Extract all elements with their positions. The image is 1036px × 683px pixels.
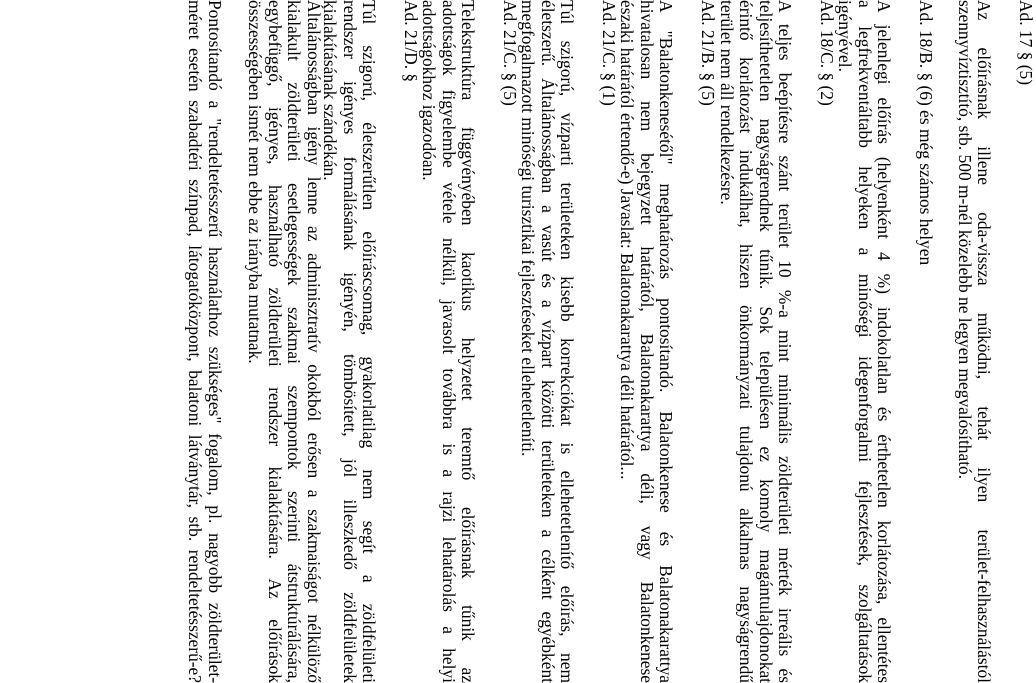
paragraph-line: megfogalmazott minőségi turisztikai fejlesztéseket ellehetetleníti. [518, 0, 539, 457]
section-heading: Ad. 21/C. § (1) [599, 0, 619, 106]
section-heading: Ad. 17 § (5) [1016, 0, 1036, 86]
paragraph-line: adottságokhoz igazodóan. [419, 0, 440, 181]
paragraph-line: Túl szigorú, életszerűtlen előíráscsomag, gyakorlatilag nem segít a zöldfelületi [359, 0, 380, 683]
section-ad21c1 [518, 0, 618, 683]
section-ad21c5 [419, 0, 519, 683]
paragraph-line: a legfrekventáltabb helyeken a minőségi idegenforgalmi fejlesztések, szolgáltatások [854, 0, 875, 683]
final-remark [185, 0, 224, 683]
paragraph-line: Túl szigorú, vízparti területeken kisebb korrekciókat is ellehetetlenítő előírás, nem [557, 0, 578, 683]
paragraph-line: kialakult zöldterületi esetlegességek szakmai szempontok szerinti átstruktúrálására, [284, 0, 305, 683]
paragraph-line: A teljes beépítésre szánt terület 10 %-a mint minimális zöldterületi mérték irreális és [775, 0, 796, 683]
section-heading: Ad. 18/B. § (6) és még számos helyen [916, 0, 936, 266]
paragraph-line: Az előírásnak illene oda-vissza működni, tehát ilyen terület-felhasználástól [974, 0, 995, 683]
general-remark [245, 0, 323, 683]
paragraph-line: méret esetén szabadtéri színpad, látogatóközpont, balatoni látványtár, stb. rendeltetésszerű-e? [185, 0, 206, 683]
paragraph-line: egybefüggő, igényes, használható zöldterületi rendszer kialakítására. Az előírások [264, 0, 285, 683]
paragraph-line: Telekstruktúra függvényében kaotikus helyzetet teremtő előírásnak tűnik az [458, 0, 479, 683]
paragraph-line: A jelenlegi előírás (helyenként 4 %) indokolatlan és érthetetlen korlátozása, ellentétes [874, 0, 895, 683]
paragraph-line: északi határától értendő-e) Javaslat: Balatonakarattya déli határától... [617, 0, 638, 480]
section-heading: Ad. 21/D. § [401, 0, 421, 83]
paragraph-line: hivatalosan nem bejegyzett határától, Balatonakarattya déli, vagy Balatonkenese [636, 0, 657, 683]
paragraph-line: igényével. [835, 0, 856, 72]
paragraph-line: A "Balatonkenesétől" meghatározás pontosítandó. Balatonkenese és Balatonakarattya [656, 0, 677, 683]
paragraph-line: életszerű. Általánosságban a vasút és a vízpart közötti területeken a célként egyébként [537, 0, 558, 683]
paragraph-line: adottságok figyelembe vétele nélkül, javasolt továbbra is a rajzi lehatárolás a helyi [438, 0, 459, 683]
section-ad18c [716, 0, 836, 683]
paragraph-line: rendszer igényes formálásának igényén, tömbösített, jól illeszkedő zöldfelületek [339, 0, 360, 683]
section-ad21b [617, 0, 717, 683]
paragraph-line: Általánosságban igény lenne az adminisztratív okokból erősen a szakmaiságot nélkülöző [304, 0, 324, 683]
section-heading: Ad. 21/B. § (5) [698, 0, 718, 106]
paragraph-line: érintő korlátozást indukálhat, hiszen önkormányzati tulajdonú alkalmas nagyságrendű [736, 0, 757, 683]
paragraph-line: összességében ismét nem ebbe az irányba mutatnak. [245, 0, 266, 364]
section-ad21d [320, 0, 420, 683]
section-heading: Ad. 18/C. § (2) [817, 0, 837, 106]
paragraph-line: kialakításának szándékán. [320, 0, 341, 181]
paragraph-line: Pontosítandó a "rendeltetésszerű használathoz szükséges" fogalom, pl. nagyobb zöldterület- [205, 0, 225, 683]
section-ad17 [954, 0, 1035, 683]
section-ad18b [835, 0, 935, 683]
paragraph-line: szennyvíztisztító, stb. 500 m-nél közelebb ne legyen megvalósítható. [954, 0, 975, 480]
paragraph-line: teljesíthetetlen nagyságrendnek tűnik. Sok településen ez komoly magántulajdonokat [755, 0, 776, 683]
section-heading: Ad. 21/C. § (5) [500, 0, 520, 106]
paragraph-line: terület nem áll rendelkezésre. [716, 0, 737, 205]
